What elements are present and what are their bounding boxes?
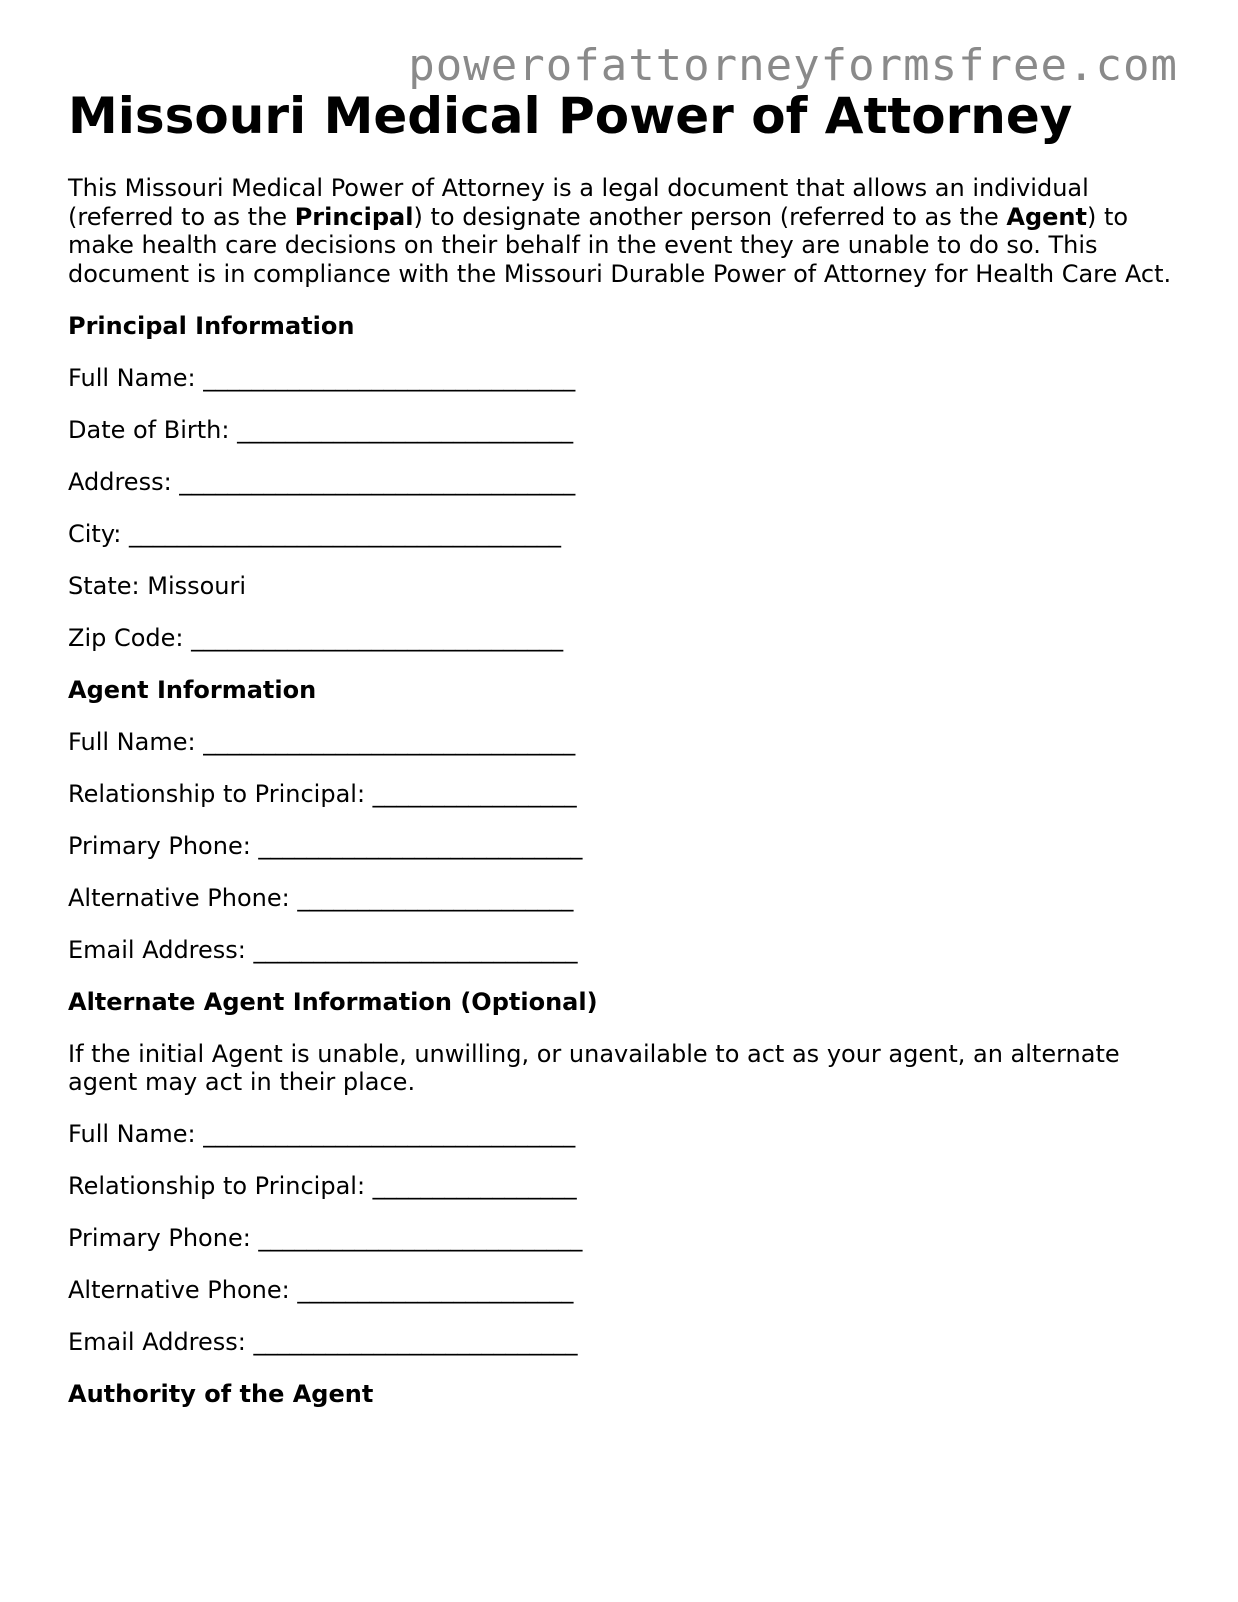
agent-full-name-field[interactable]: Full Name: _______________________________ — [68, 728, 576, 756]
principal-full-name-field[interactable]: Full Name: _______________________________ — [68, 364, 576, 392]
document-title: Missouri Medical Power of Attorney — [68, 87, 1073, 145]
principal-state-field: State: Missouri — [68, 572, 247, 600]
watermark: powerofattorneyformsfree.com — [408, 40, 1178, 91]
agent-alt-phone-field[interactable]: Alternative Phone: _______________________ — [68, 884, 574, 912]
intro-paragraph — [68, 174, 1178, 288]
intro-text-1: This Missouri Medical Power of Attorney is a legal document that allows an individual (referred to as the — [68, 174, 1089, 231]
document-page — [68, 86, 1178, 1408]
agent-email-field[interactable]: Email Address: ___________________________ — [68, 936, 578, 964]
intro-agent-term: Agent — [1006, 202, 1087, 231]
alternate-relationship-field[interactable]: Relationship to Principal: _________________ — [68, 1172, 577, 1200]
alternate-full-name-field[interactable]: Full Name: _______________________________ — [68, 1120, 576, 1148]
agent-relationship-field[interactable]: Relationship to Principal: _________________ — [68, 780, 577, 808]
principal-city-field[interactable]: City: ____________________________________ — [68, 520, 562, 548]
alternate-primary-phone-field[interactable]: Primary Phone: ___________________________ — [68, 1224, 583, 1252]
principal-address-field[interactable]: Address: _________________________________ — [68, 468, 576, 496]
agent-primary-phone-field[interactable]: Primary Phone: ___________________________ — [68, 832, 583, 860]
principal-dob-field[interactable]: Date of Birth: ____________________________ — [68, 416, 574, 444]
authority-heading: Authority of the Agent — [68, 1380, 374, 1408]
alternate-agent-heading: Alternate Agent Information (Optional) — [68, 988, 598, 1016]
intro-text-2: ) to designate another person (referred to as the — [413, 202, 1007, 231]
alternate-alt-phone-field[interactable]: Alternative Phone: _______________________ — [68, 1276, 574, 1304]
intro-text-3: ) to make health care decisions on their behalf in the event they are unable to do so. This document is in compliance with the Missouri Durable Power of Attorney for Health Care Act. — [68, 202, 1172, 288]
alternate-agent-description: If the initial Agent is unable, unwilling, or unavailable to act as your agent, an alternate agent may act in their place. — [68, 1040, 1120, 1096]
intro-principal-term: Principal — [294, 202, 414, 231]
agent-heading: Agent Information — [68, 676, 317, 704]
principal-zip-field[interactable]: Zip Code: _______________________________ — [68, 624, 564, 652]
principal-heading: Principal Information — [68, 312, 355, 340]
alternate-email-field[interactable]: Email Address: ___________________________ — [68, 1328, 578, 1356]
